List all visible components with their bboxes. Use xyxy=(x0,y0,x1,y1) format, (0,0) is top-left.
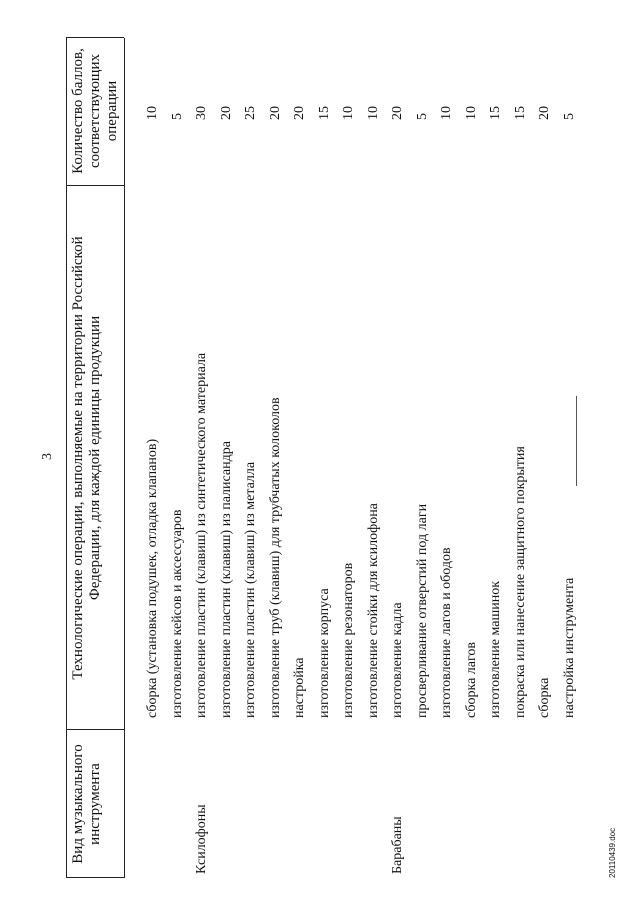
row-operation: изготовление пластин (клавиш) из палисандра xyxy=(219,441,234,718)
table-left-border xyxy=(66,877,124,878)
page-number: 3 xyxy=(40,453,55,460)
row-points: 20 xyxy=(268,106,283,120)
row-operation: настройка инструмента xyxy=(562,577,577,718)
row-points: 20 xyxy=(390,106,405,120)
row-operation: изготовление стойки для ксилофона xyxy=(366,503,381,718)
row-operation: сборка лагов xyxy=(464,641,479,718)
row-operation: изготовление корпуса xyxy=(317,588,332,718)
row-points: 10 xyxy=(439,106,454,120)
row-points: 5 xyxy=(415,113,430,120)
table-right-border xyxy=(66,37,124,38)
row-kind: Барабаны xyxy=(390,816,405,874)
row-points: 20 xyxy=(292,106,307,120)
col-sep-2 xyxy=(66,185,124,186)
col-sep-1 xyxy=(66,729,124,730)
row-operation: изготовление лагов и ободов xyxy=(439,547,454,718)
row-operation: изготовление резонаторов xyxy=(341,562,356,718)
header-kind: Вид музыкального инструмента xyxy=(70,744,103,864)
header-points: Количество баллов, соответствующих операции xyxy=(70,48,120,174)
row-operation: изготовление кейсов и аксессуаров xyxy=(170,509,185,718)
row-operation: изготовление труб (клавиш) для трубчатых колоколов xyxy=(268,397,283,718)
rotated-page xyxy=(40,18,620,878)
row-points: 5 xyxy=(170,113,185,120)
row-operation: изготовление пластин (клавиш) из металла xyxy=(243,461,258,718)
row-points: 15 xyxy=(513,106,528,120)
row-points: 20 xyxy=(219,106,234,120)
row-points: 5 xyxy=(562,113,577,120)
document-reference: 20110439.doc xyxy=(608,827,617,878)
row-kind: Ксилофоны xyxy=(194,804,209,874)
row-points: 15 xyxy=(488,106,503,120)
row-operation: покраска или нанесение защитного покрытия xyxy=(513,446,528,718)
row-points: 10 xyxy=(366,106,381,120)
row-points: 25 xyxy=(243,106,258,120)
row-operation: изготовление машинок xyxy=(488,580,503,718)
operations-table xyxy=(66,28,606,878)
header-operations: Технологические операции, выполняемые на территории Российской Федерации, для каждой единицы продукции xyxy=(70,236,103,680)
row-points: 10 xyxy=(341,106,356,120)
row-points: 30 xyxy=(194,106,209,120)
row-operation: сборка (установка подушек, отладка клапанов) xyxy=(145,438,160,718)
row-operation: изготовление пластин (клавиш) из синтетического материала xyxy=(194,352,209,718)
row-points: 10 xyxy=(145,106,160,120)
header-bottom-border xyxy=(124,38,125,878)
table-top-border xyxy=(66,38,67,878)
row-operation: просверливание отверстий под лаги xyxy=(415,503,430,718)
row-points: 10 xyxy=(464,106,479,120)
row-operation: настройка xyxy=(292,657,307,718)
row-operation: изготовление кадла xyxy=(390,602,405,718)
row-points: 15 xyxy=(317,106,332,120)
row-points: 20 xyxy=(537,106,552,120)
row-operation: сборка xyxy=(537,677,552,718)
